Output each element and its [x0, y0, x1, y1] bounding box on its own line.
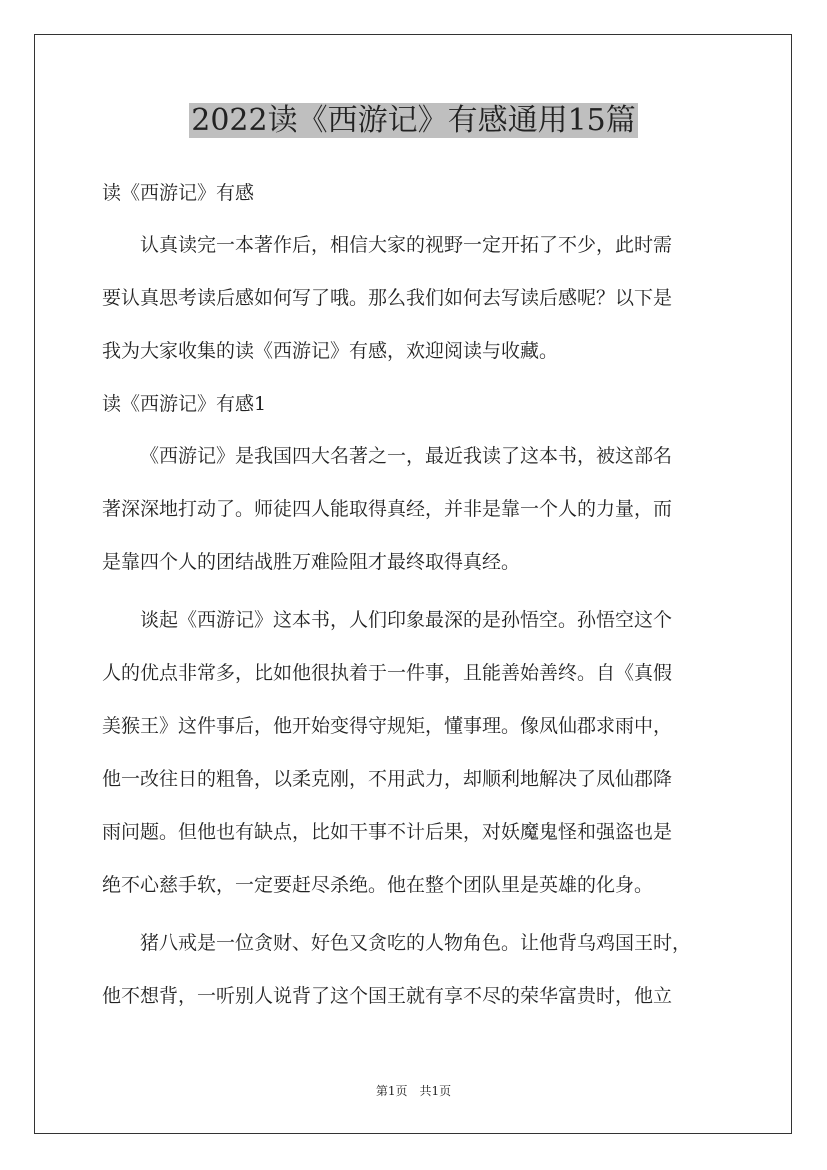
intro-heading: 读《西游记》有感: [102, 182, 255, 204]
text-line: 人的优点非常多，比如他很执着于一件事，且能善始善终。自《真假: [102, 662, 673, 684]
text-line: 猪八戒是一位贪财、好色又贪吃的人物角色。让他背乌鸡国王时，: [140, 932, 692, 954]
text-line: 《西游记》是我国四大名著之一，最近我读了这本书，被这部名: [140, 445, 673, 467]
document-title: [0, 98, 827, 144]
text-line: 绝不心慈手软，一定要赶尽杀绝。他在整个团队里是英雄的化身。: [102, 874, 654, 896]
text-line: 要认真思考读后感如何写了哦。那么我们如何去写读后感呢？以下是: [102, 287, 673, 309]
text-line: 雨问题。但他也有缺点，比如干事不计后果，对妖魔鬼怪和强盗也是: [102, 821, 673, 843]
text-line: 我为大家收集的读《西游记》有感，欢迎阅读与收藏。: [102, 340, 559, 362]
text-line: 谈起《西游记》这本书，人们印象最深的是孙悟空。孙悟空这个: [140, 609, 673, 631]
title-text: 2022读《西游记》有感通用15篇: [191, 103, 636, 138]
text-line: 认真读完一本著作后，相信大家的视野一定开拓了不少，此时需: [140, 234, 673, 256]
paragraph: [102, 594, 732, 912]
text-line: 著深深地打动了。师徒四人能取得真经，并非是靠一个人的力量，而: [102, 498, 673, 520]
text-line: 是靠四个人的团结战胜万难险阻才最终取得真经。: [102, 551, 521, 573]
text-line: 美猴王》这件事后，他开始变得守规矩，懂事理。像凤仙郡求雨中，: [102, 715, 673, 737]
text-line: 他一改往日的粗鲁，以柔克刚，不用武力，却顺利地解决了凤仙郡降: [102, 768, 673, 790]
document-body: [102, 172, 732, 1028]
text-line: 他不想背，一听别人说背了这个国王就有享不尽的荣华富贵时，他立: [102, 985, 673, 1007]
paragraph: [102, 430, 732, 589]
paragraph: [102, 917, 732, 1023]
section-heading: 读《西游记》有感1: [102, 393, 267, 415]
page-footer: 第1页 共1页: [375, 1084, 452, 1098]
intro-paragraph: [102, 219, 732, 378]
